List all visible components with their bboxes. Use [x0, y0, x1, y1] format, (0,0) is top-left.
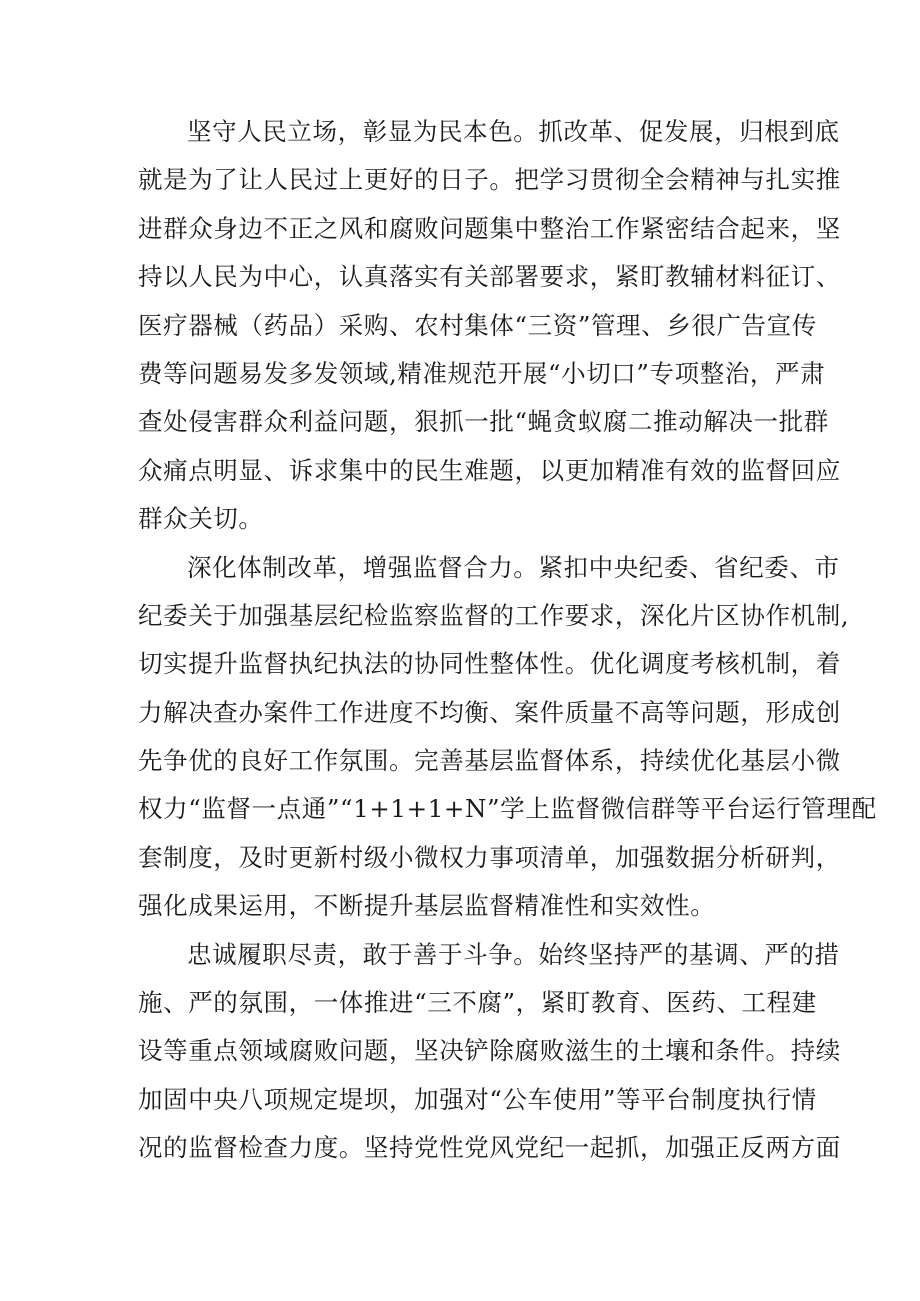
text-line: 查处侵害群众利益问题，狠抓一批“蝇贪蚁腐二推动解决一批群 — [138, 407, 829, 437]
text-line: 施、严的氛围，一体推进“三不腐”，紧盯教育、医药、工程建 — [138, 988, 817, 1018]
text-line: 持以人民为中心，认真落实有关部署要求，紧盯教辅材料征订、 — [138, 262, 841, 292]
text-line: 设等重点领域腐败问题，坚决铲除腐败滋生的土壤和条件。持续 — [138, 1036, 841, 1066]
text-line: 强化成果运用，不断提升基层监督精准性和实效性。 — [138, 891, 716, 921]
text-line: 进群众身边不正之风和腐败问题集中整治工作紧密结合起来，坚 — [138, 213, 841, 243]
paragraph-3 — [138, 931, 841, 1173]
text-line: 众痛点明显、诉求集中的民生难题，以更加精准有效的监督回应 — [138, 455, 841, 485]
text-line: 深化体制改革，增强监督合力。紧扣中央纪委、省纪委、市 — [187, 552, 840, 582]
paragraph-1 — [138, 108, 841, 544]
text-line: 坚守人民立场，彰显为民本色。抓改革、促发展，归根到底 — [187, 117, 840, 146]
text-line: 力解决查办案件工作进度不均衡、案件质量不高等问题，形成创 — [138, 697, 841, 727]
text-line: 忠诚履职尽责，敢于善于斗争。始终坚持严的基调、严的措 — [187, 939, 840, 969]
document-body — [138, 108, 877, 1173]
text-line: 权力“监督一点通”“1+1+1+N”学上监督微信群等平台运行管理配 — [138, 794, 877, 824]
text-line: 费等问题易发多发领域,精准规范开展“小切口”专项整治，严肃 — [138, 358, 826, 388]
text-line: 先争优的良好工作氛围。完善基层监督体系，持续优化基层小微 — [138, 746, 841, 776]
text-line: 纪委关于加强基层纪检监察监督的工作要求，深化片区协作机制, — [138, 600, 850, 630]
text-line: 况的监督检查力度。坚持党性党风党纪一起抓，加强正反两方面 — [138, 1133, 841, 1163]
text-line: 加固中央八项规定堤坝，加强对“公车使用”等平台制度执行情 — [138, 1084, 817, 1114]
text-line: 套制度，及时更新村级小微权力事项清单，加强数据分析研判， — [138, 842, 841, 872]
text-line: 切实提升监督执纪执法的协同性整体性。优化调度考核机制，着 — [138, 649, 841, 679]
text-line: 群众关切。 — [138, 504, 264, 534]
text-line: 医疗器械（药品）采购、农村集体“三资”管理、乡很广告宣传 — [138, 310, 817, 340]
text-line: 就是为了让人民过上更好的日子。把学习贯彻全会精神与扎实推 — [138, 165, 841, 195]
paragraph-2 — [138, 544, 877, 931]
